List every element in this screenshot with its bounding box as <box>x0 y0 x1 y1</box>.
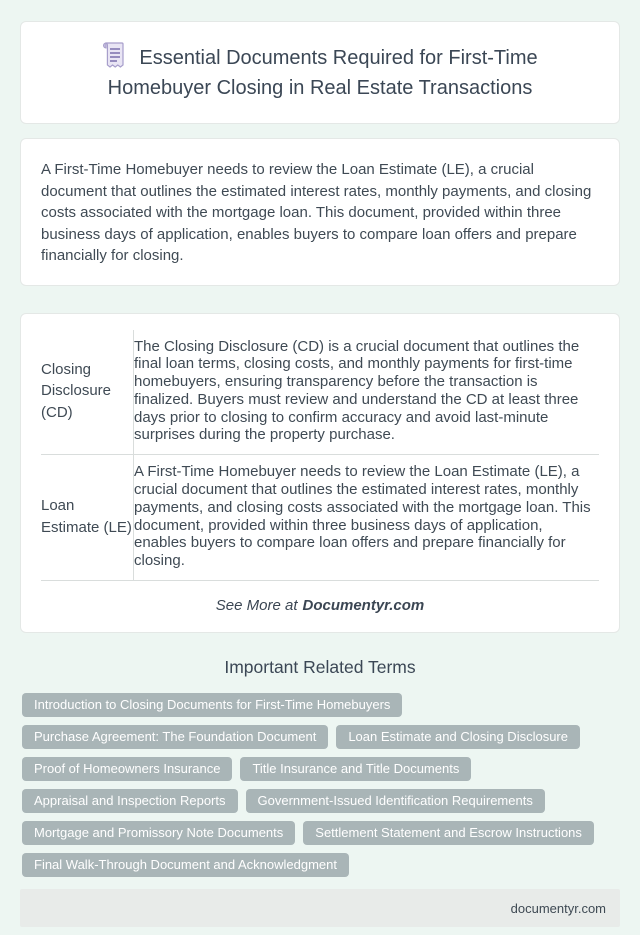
related-term-pill[interactable]: Mortgage and Promissory Note Documents <box>22 821 295 845</box>
term-cell: Closing Disclosure (CD) <box>41 330 134 455</box>
related-terms-heading: Important Related Terms <box>224 657 416 678</box>
related-term-pill[interactable]: Final Walk-Through Document and Acknowledgment <box>22 853 349 877</box>
glossary-table <box>41 330 599 582</box>
term-cell: Loan Estimate (LE) <box>41 455 134 581</box>
intro-card <box>20 138 620 286</box>
table-row <box>41 330 599 455</box>
related-term-pill[interactable]: Proof of Homeowners Insurance <box>22 757 232 781</box>
intro-paragraph: A First-Time Homebuyer needs to review the Loan Estimate (LE), a crucial document that outlines the estimated interest rates, monthly payments, and closing costs associated with the mortgage loan. This document, provided within three business days of application, enables buyers to compare loan offers and prepare financially for closing. <box>41 161 592 264</box>
receipt-icon <box>102 42 125 69</box>
related-term-pill[interactable]: Government-Issued Identification Requirements <box>246 789 545 813</box>
footer-site-link[interactable]: documentyr.com <box>510 900 606 916</box>
glossary-card <box>20 313 620 634</box>
related-term-pill[interactable]: Purchase Agreement: The Foundation Document <box>22 725 328 749</box>
page-title <box>49 42 591 103</box>
definition-cell: A First-Time Homebuyer needs to review the Loan Estimate (LE), a crucial document that outlines the estimated interest rates, monthly payments, and closing costs associated with the mortgage loan. This document, provided within three business days of application, enables buyers to compare loan offers and prepare financially for closing. <box>134 455 600 581</box>
see-more-prefix: See More at <box>215 597 298 615</box>
footer-bar <box>20 889 620 927</box>
related-terms-list <box>22 693 618 877</box>
related-term-pill[interactable]: Loan Estimate and Closing Disclosure <box>336 725 580 749</box>
related-term-pill[interactable]: Title Insurance and Title Documents <box>240 757 471 781</box>
related-term-pill[interactable]: Introduction to Closing Documents for First-Time Homebuyers <box>22 693 402 717</box>
table-row <box>41 455 599 581</box>
see-more-site: Documentyr.com <box>302 597 425 615</box>
related-term-pill[interactable]: Settlement Statement and Escrow Instructions <box>303 821 594 845</box>
title-card <box>20 21 620 124</box>
see-more-line <box>41 597 599 614</box>
definition-cell: The Closing Disclosure (CD) is a crucial document that outlines the final loan terms, closing costs, and monthly payments for first-time homebuyers, ensuring transparency before the transaction is finalized. Buyers must review and understand the CD at least three days prior to closing to confirm accuracy and avoid last-minute surprises during the property purchase. <box>134 330 600 455</box>
related-term-pill[interactable]: Appraisal and Inspection Reports <box>22 789 238 813</box>
page-title-text: Essential Documents Required for First-Time Homebuyer Closing in Real Estate Transactions <box>107 47 538 99</box>
